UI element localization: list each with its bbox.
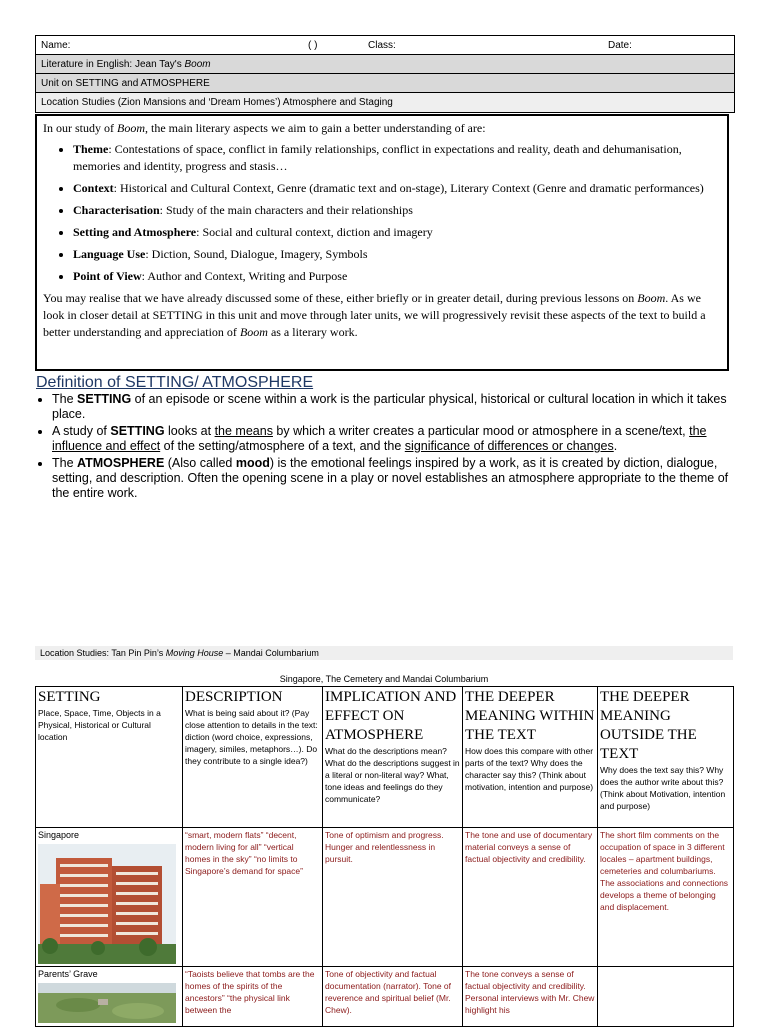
intro-lead: In our study of Boom, the main literary aspects we aim to gain a better understanding of are: (43, 121, 486, 135)
name-row (36, 36, 734, 55)
intro-close: You may realise that we have already discussed some of these, either briefly or in greater detail, during previous lessons on Boom. As we look in closer detail at SETTING in this unit and move through later units, we will progressively revisit these aspects of the text to build a better understanding and appreciation of Boom as a literary work. (43, 291, 706, 339)
definition-item: • A study of SETTING looks at the means by which a writer creates a particular mood or atmosphere in a scene/text, the influence and effect of the setting/atmosphere of a text, and the significance of differences or changes. (52, 424, 736, 454)
implication-cell: Tone of optimism and progress. Hunger and relentlessness in pursuit. (323, 828, 463, 967)
aspect-item: • Language Use: Diction, Sound, Dialogue, Imagery, Symbols (73, 246, 721, 263)
literature-label: Literature in English: Jean Tay's (41, 59, 185, 70)
literature-row (36, 55, 734, 74)
outside-text-cell: The short film comments on the occupation of space in 3 different locales – apartment buildings, cemeteries and columbariums. The associations and connections develops a theme of belonging and displacement. (598, 828, 734, 967)
implication-cell: Tone of objectivity and factual documentation (narrator). Tone of reverence and spiritual belief (Mr. Chew). (323, 967, 463, 1027)
aspect-item: • Point of View: Author and Context, Writing and Purpose (73, 268, 721, 285)
header-cell: DESCRIPTION What is being said about it? (Pay close attention to details in the text: diction (word choice, expressions, imagery, similes, metaphors…). Do they contribute to a single idea?) (183, 687, 323, 828)
setting-cell: Singapore (36, 828, 183, 967)
header-cell: THE DEEPER MEANING OUTSIDE THE TEXT Why does the text say this? Why does the author write about this? (Think about Motivation, intention and purpose) (598, 687, 734, 828)
setting-cell: Parents’ Grave (36, 967, 183, 1027)
table-row (36, 967, 734, 1027)
within-text-cell: The tone and use of documentary material conveys a sense of factual objectivity and credibility. (463, 828, 598, 967)
header-cell: IMPLICATION AND EFFECT ON ATMOSPHERE What do the descriptions mean? What do the descriptions suggest in a literal or non-literal way? What, tone ideas and feelings do they communicate? (323, 687, 463, 828)
aspect-item: • Setting and Atmosphere: Social and cultural context, diction and imagery (73, 224, 721, 241)
definition-list (36, 392, 736, 503)
unit-label: Unit on SETTING and ATMOSPHERE (41, 78, 210, 89)
outside-text-cell (598, 967, 734, 1027)
aspect-list (43, 141, 721, 285)
header-cell: THE DEEPER MEANING WITHIN THE TEXT How does this compare with other parts of the text? Why does the character say this? (Think about motivation, intention and purpose) (463, 687, 598, 828)
within-text-cell: The tone conveys a sense of factual objectivity and credibility. Personal interviews with Mr. Chew highlight his (463, 967, 598, 1027)
table-caption: Singapore, The Cemetery and Mandai Columbarium (279, 674, 489, 684)
header-cell: SETTING Place, Space, Time, Objects in a Physical, Historical or Cultural location (36, 687, 183, 828)
apartment-buildings-photo (38, 844, 176, 964)
index-number-field[interactable]: ( ) (308, 40, 318, 51)
intro-box (35, 114, 729, 371)
definition-item: • The ATMOSPHERE (Also called mood) is the emotional feelings inspired by a work, as it is created by diction, dialogue, setting, and description. Often the opening scene in a play or novel establishes an atmosphere appropriate to the theme of the entire work. (52, 456, 736, 501)
definition-item: • The SETTING of an episode or scene within a work is the particular physical, historical or cultural location in which it takes place. (52, 392, 736, 422)
aspect-item: • Characterisation: Study of the main characters and their relationships (73, 202, 721, 219)
worksheet-header (35, 35, 735, 113)
grave-photo (38, 983, 176, 1023)
date-label: Date: (608, 40, 632, 51)
definition-heading: Definition of SETTING/ ATMOSPHERE (36, 374, 314, 391)
class-label: Class: (368, 40, 396, 51)
setting-table (35, 686, 734, 1027)
location-label: Location Studies (Zion Mansions and ‘Dream Homes’) Atmosphere and Staging (41, 97, 393, 108)
description-cell: “smart, modern flats” “decent, modern living for all” “vertical homes in the sky” “no limits to Singapore’s demand for space” (183, 828, 323, 967)
location-studies-bar: Location Studies: Tan Pin Pin’s Moving House – Mandai Columbarium (35, 646, 733, 660)
boom-title: Boom (184, 59, 211, 70)
unit-row (36, 74, 734, 93)
description-cell: “Taoists believe that tombs are the homes of the spirits of the ancestors” “the physical link between the (183, 967, 323, 1027)
table-header-row (36, 687, 734, 828)
aspect-item: • Theme: Contestations of space, conflict in family relationships, conflict in expectations and reality, death and dehumanisation, memories and identity, progress and stasis… (73, 141, 721, 175)
aspect-item: • Context: Historical and Cultural Context, Genre (dramatic text and on-stage), Literary Context (Genre and dramatic performances) (73, 180, 721, 197)
name-label: Name: (41, 40, 71, 51)
location-row (36, 93, 734, 112)
table-row (36, 828, 734, 967)
